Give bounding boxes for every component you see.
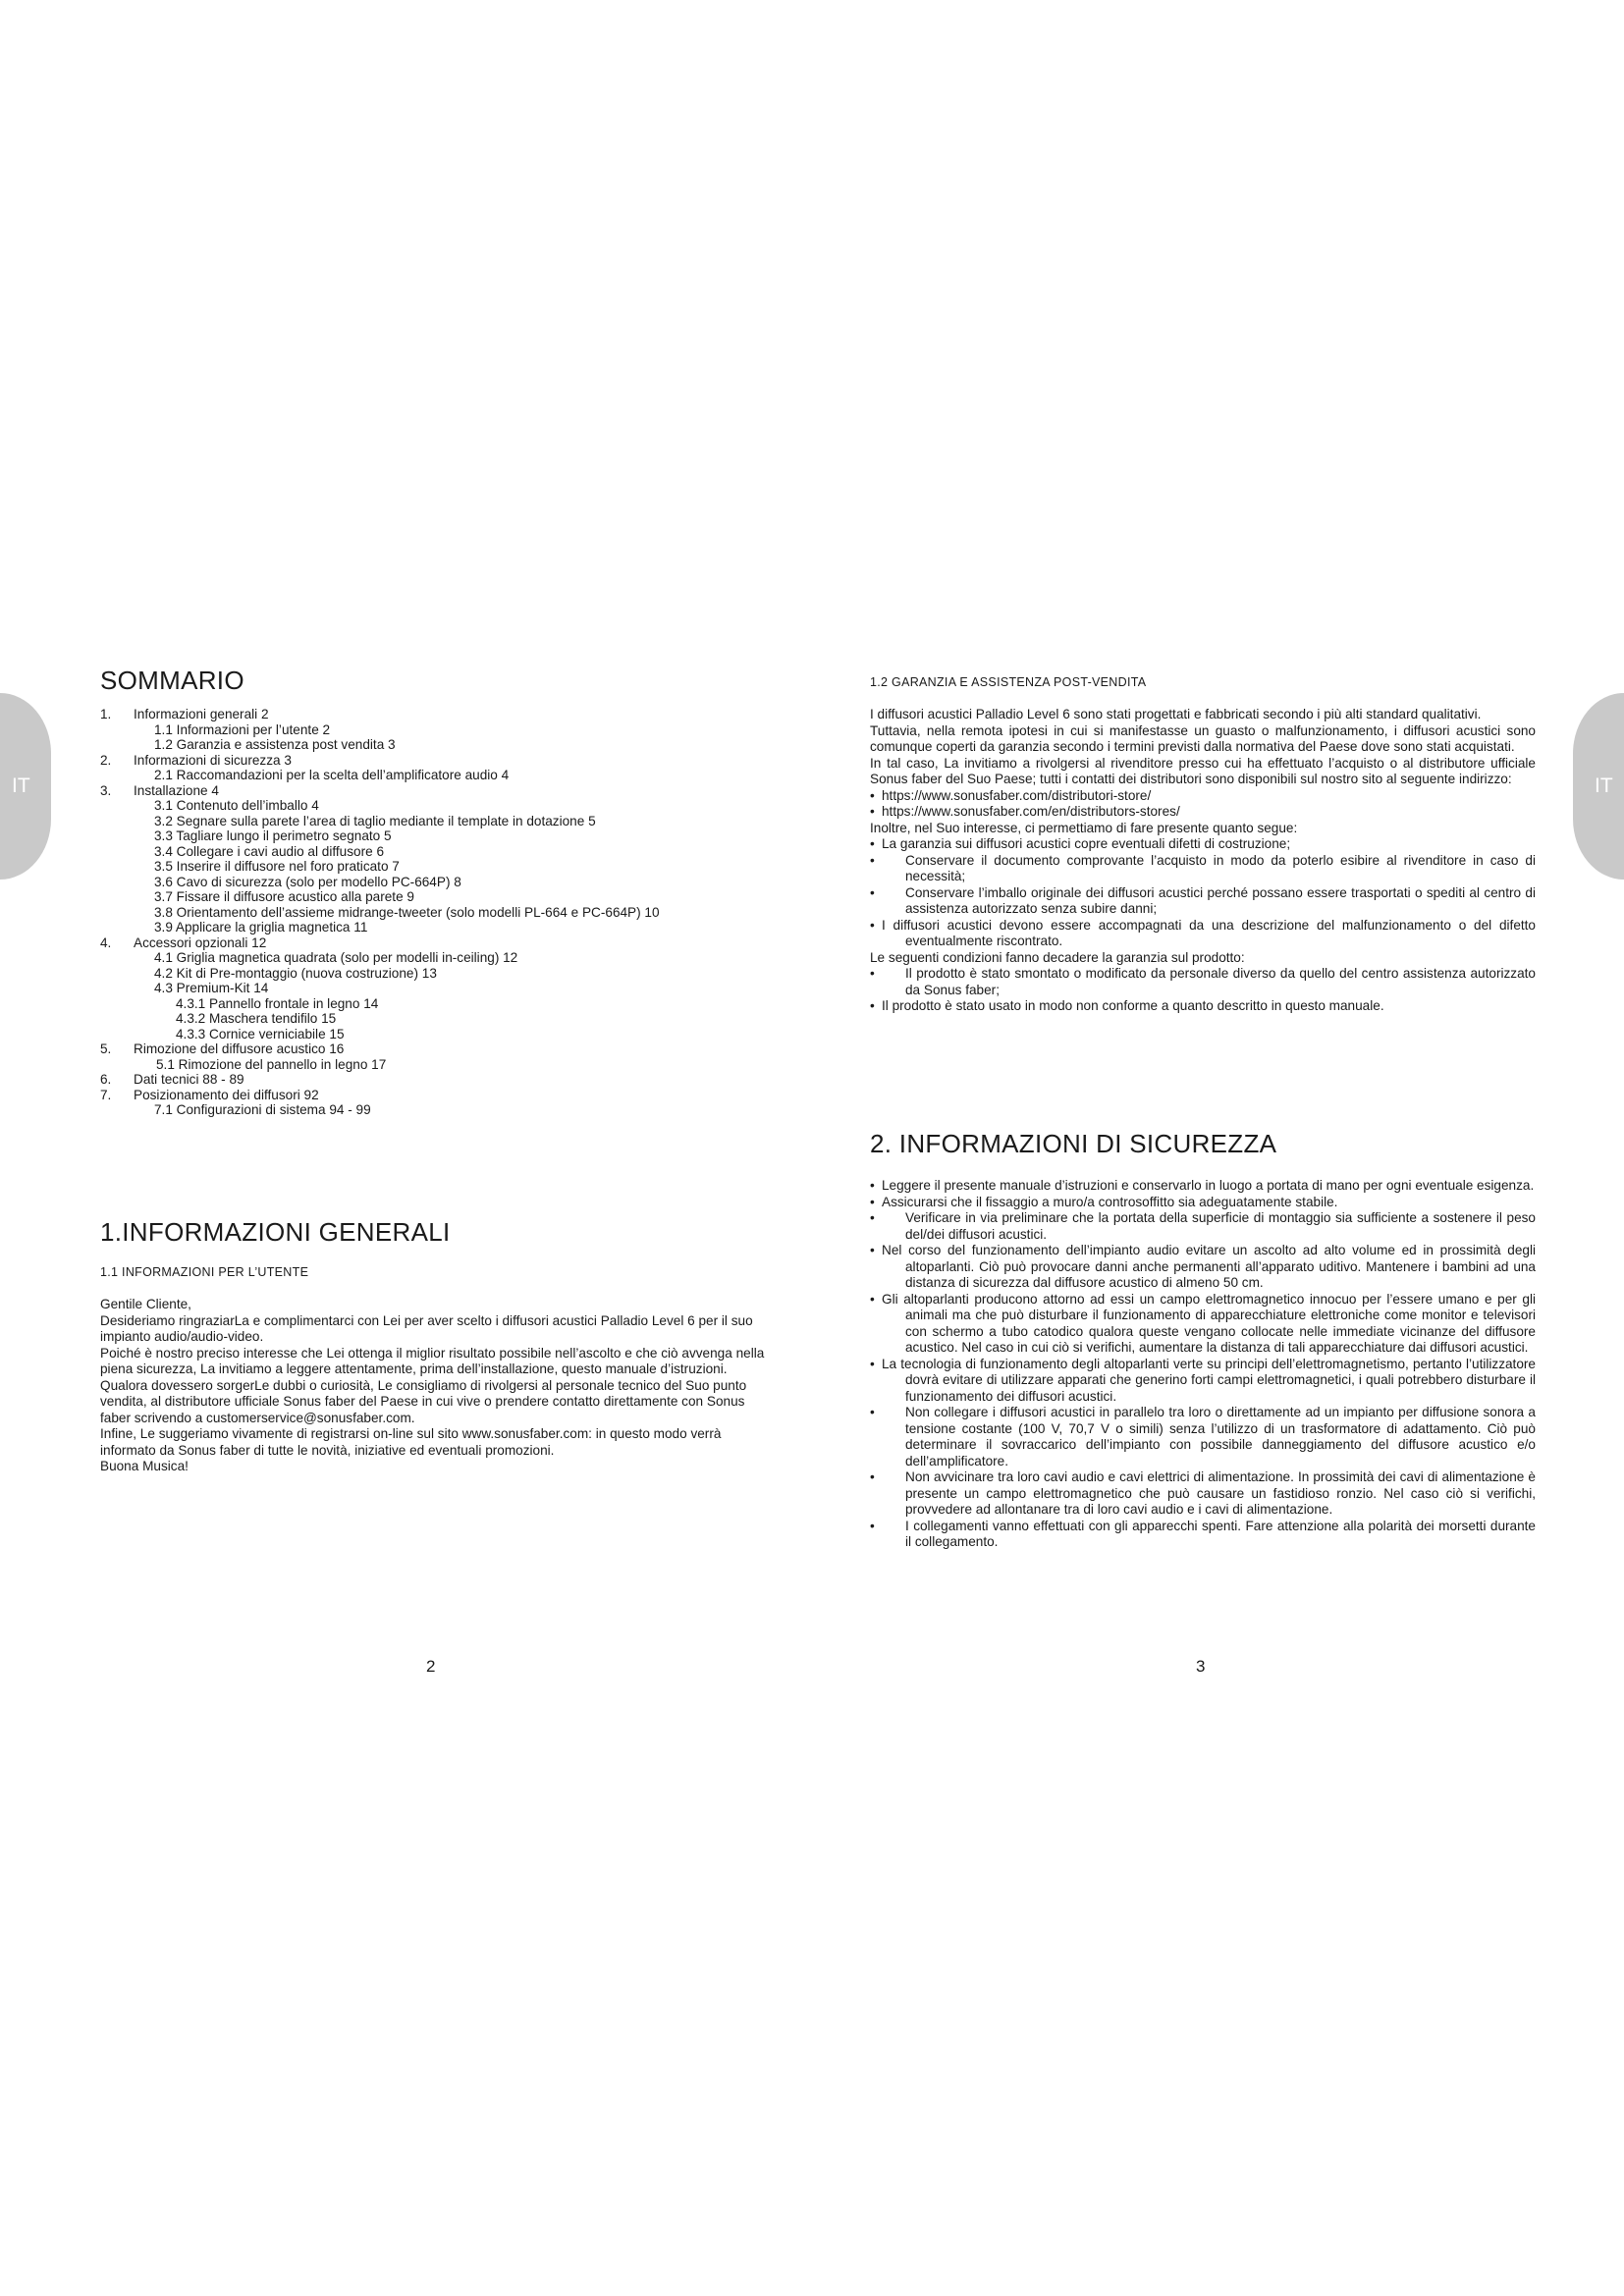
- toc-entry: [100, 859, 768, 875]
- toc-entry-text: 3.4 Collegare i cavi audio al diffusore 6: [154, 843, 385, 859]
- bullet-dot: •: [870, 1243, 875, 1257]
- link-item: [870, 788, 1536, 805]
- toc-entry: [100, 1011, 768, 1027]
- bullet-text: Assicurarsi che il fissaggio a muro/a controsoffitto sia adeguatamente stabile.: [882, 1194, 1338, 1209]
- toc-entry: [100, 798, 768, 814]
- warranty-body: [870, 707, 1536, 1015]
- bullet-dot: •: [870, 1356, 875, 1371]
- bullet-dot: •: [870, 884, 875, 900]
- toc-entry-text: Dati tecnici 88 - 89: [134, 1072, 244, 1087]
- bullet-item: [870, 998, 1536, 1015]
- toc-entry: [100, 1102, 768, 1118]
- bullet-text: Conservare l’imballo originale dei diffusori acustici perché possano essere trasportati o spediti al centro di assistenza autorizzato senza subire danni;: [905, 884, 1536, 916]
- toc-entry-text: 4.3.2 Maschera tendifilo 15: [176, 1011, 337, 1026]
- bullet-text: Verificare in via preliminare che la portata della superficie di montaggio sia sufficiente a sostenere il peso del/dei diffusori acustici.: [905, 1210, 1536, 1242]
- bullet-item: [870, 1195, 1536, 1211]
- bullet-dot: •: [870, 787, 875, 803]
- bullet-dot: •: [870, 917, 875, 933]
- bullet-item: [870, 1292, 1536, 1357]
- toc-entry: [100, 722, 768, 738]
- bullet-dot: •: [870, 836, 875, 851]
- toc-entry: [100, 920, 768, 935]
- page-number-left: 2: [426, 1657, 436, 1676]
- bullet-text: Il prodotto è stato smontato o modificato da personale diverso da quello del centro assistenza autorizzato da Sonus faber;: [905, 966, 1536, 997]
- link-item: [870, 804, 1536, 821]
- toc-entry: [100, 707, 768, 722]
- bullet-item: [870, 1405, 1536, 1469]
- toc-entry-text: Installazione 4: [134, 782, 219, 798]
- toc-entry-text: 4.2 Kit di Pre-montaggio (nuova costruzione) 13: [154, 965, 437, 981]
- paragraph: Gentile Cliente,: [100, 1297, 191, 1311]
- toc-entry-text: Rimozione del diffusore acustico 16: [134, 1041, 345, 1056]
- toc-entry-text: 4.1 Griglia magnetica quadrata (solo per modelli in-ceiling) 12: [154, 950, 518, 965]
- section1-subtitle: 1.1 INFORMAZIONI PER L’UTENTE: [100, 1265, 309, 1279]
- toc-entry-text: 2.1 Raccomandazioni per la scelta dell’amplificatore audio 4: [154, 768, 510, 782]
- bullet-text: Non collegare i diffusori acustici in parallelo tra loro o direttamente ad un impianto per diffusione sonora a tensione costante (100 V, 70,7 V o simili) senza l’utilizzo di un trasformatore di adattamento. Ciò può determinare il sovraccarico dell’impianto con possibile danneggiamento del diffusore acustico e/o dell’amplificatore.: [905, 1405, 1536, 1468]
- bullet-text: Conservare il documento comprovante l’acquisto in modo da poterlo esibire al rivenditore in caso di necessità;: [905, 852, 1536, 883]
- paragraph: Qualora dovessero sorgerLe dubbi o curiosità, Le consigliamo di rivolgersi al personale tecnico del Suo punto vendita, al distributore ufficiale Sonus faber del Paese in cui vive o prendere contatto direttamente con Sonus faber scrivendo a customerservice@sonusfaber.com.: [100, 1377, 747, 1425]
- paragraph: Buona Musica!: [100, 1459, 189, 1473]
- bullet-dot: •: [870, 966, 875, 981]
- toc-entry-text: Informazioni di sicurezza 3: [134, 752, 292, 768]
- bullet-dot: •: [870, 852, 875, 868]
- bullet-item: [870, 1519, 1536, 1551]
- bullet-item: [870, 918, 1536, 950]
- section1-title: 1.INFORMAZIONI GENERALI: [100, 1217, 451, 1247]
- bullet-item: [870, 966, 1536, 998]
- toc-title: SOMMARIO: [100, 666, 244, 695]
- toc-entry: [100, 996, 768, 1012]
- toc-entry-text: 3.9 Applicare la griglia magnetica 11: [154, 920, 368, 934]
- toc-entry: [100, 737, 768, 753]
- link-text: https://www.sonusfaber.com/en/distributors-stores/: [882, 804, 1180, 819]
- bullet-dot: •: [870, 1469, 875, 1484]
- bullet-text: Il prodotto è stato usato in modo non conforme a quanto descritto in questo manuale.: [882, 998, 1384, 1013]
- toc-entry: [100, 1057, 768, 1073]
- table-of-contents: [100, 707, 768, 1118]
- toc-entry-number: 4.: [100, 934, 112, 950]
- bullet-dot: •: [870, 1405, 875, 1419]
- bullet-text: La tecnologia di funzionamento degli altoparlanti verte su principi dell’elettromagnetismo, pertanto l’utilizzatore dovrà evitare di utilizzare apparati che generino forti campi elettromagnetici, i quali potrebbero disturbare il funzionamento dei diffusori acustici.: [882, 1356, 1536, 1404]
- toc-entry-text: Accessori opzionali 12: [134, 934, 267, 950]
- toc-entry: [100, 1072, 768, 1088]
- bullet-text: I diffusori acustici devono essere accompagnati da una descrizione del malfunzionamento o del difetto eventualmente riscontrato.: [882, 917, 1536, 948]
- toc-entry: [100, 844, 768, 860]
- toc-entry: [100, 966, 768, 982]
- bullet-text: La garanzia sui diffusori acustici copre eventuali difetti di costruzione;: [882, 836, 1291, 851]
- link-text: https://www.sonusfaber.com/distributori-store/: [882, 787, 1152, 803]
- bullet-text: I collegamenti vanno effettuati con gli apparecchi spenti. Fare attenzione alla polarità dei morsetti durante il collegamento.: [905, 1518, 1536, 1549]
- toc-entry-number: 5.: [100, 1041, 112, 1056]
- toc-entry: [100, 905, 768, 921]
- bullet-dot: •: [870, 1178, 875, 1193]
- toc-entry-text: 3.2 Segnare sulla parete l’area di taglio mediante il template in dotazione 5: [154, 813, 596, 828]
- bullet-dot: •: [870, 1518, 875, 1533]
- toc-entry-text: 3.6 Cavo di sicurezza (solo per modello PC-664P) 8: [154, 874, 461, 889]
- toc-entry: [100, 1027, 768, 1042]
- bullet-text: Non avvicinare tra loro cavi audio e cavi elettrici di alimentazione. In prossimità dei cavi di alimentazione è presente un campo elettromagnetico che può causare un fastidioso ronzio. Nel caso ciò si verifichi, provvedere ad allontanare tra di loro cavi audio e i cavi di alimentazione.: [905, 1469, 1536, 1517]
- paragraph: Poiché è nostro preciso interesse che Lei ottenga il miglior risultato possibile nell’ascolto e che ciò avvenga nella piena sicurezza, La invitiamo a leggere attentamente, prima dell’installazione, questo manuale d’istruzioni.: [100, 1345, 765, 1376]
- toc-entry: [100, 783, 768, 799]
- bullet-item: [870, 853, 1536, 885]
- paragraph: Infine, Le suggeriamo vivamente di registrarsi on-line sul sito www.sonusfaber.com: in questo modo verrà informato da Sonus faber di tutte le novità, iniziative ed eventuali promozioni.: [100, 1426, 722, 1458]
- toc-entry-text: 3.3 Tagliare lungo il perimetro segnato 5: [154, 828, 392, 843]
- section2-title: 2. INFORMAZIONI DI SICUREZZA: [870, 1129, 1277, 1158]
- toc-entry-number: 3.: [100, 782, 112, 798]
- toc-entry-text: 1.1 Informazioni per l’utente 2: [154, 721, 331, 737]
- bullet-text: Leggere il presente manuale d’istruzioni e conservarlo in luogo a portata di mano per ogni eventuale esigenza.: [882, 1178, 1535, 1193]
- bullet-dot: •: [870, 998, 875, 1013]
- bullet-dot: •: [870, 804, 875, 819]
- toc-entry-text: 7.1 Configurazioni di sistema 94 - 99: [154, 1102, 371, 1117]
- bullet-text: Gli altoparlanti producono attorno ad essi un campo elettromagnetico innocuo per l’essere umano e per gli animali ma che può disturbare il funzionamento di apparecchiature elettroniche come monitor e televisori con schermo a tubo catodico qualora queste vengano collocate nelle immediate vicinanze del diffusore acustico. Nel caso in cui ciò si verifichi, aumentare la distanza di tali apparecchiature dai diffusori acustici.: [882, 1291, 1536, 1355]
- toc-entry-text: 5.1 Rimozione del pannello in legno 17: [156, 1056, 387, 1072]
- bullet-dot: •: [870, 1194, 875, 1209]
- toc-entry: [100, 889, 768, 905]
- paragraph: In tal caso, La invitiamo a rivolgersi al rivenditore presso cui ha effettuato l’acquisto o al distributore ufficiale Sonus faber del Suo Paese; tutti i contatti dei distributori sono disponibili sul nostro sito al seguente indirizzo:: [870, 755, 1536, 786]
- toc-entry-text: 4.3.1 Pannello frontale in legno 14: [176, 995, 379, 1011]
- paragraph: I diffusori acustici Palladio Level 6 sono stati progettati e fabbricati secondo i più alti standard qualitativi.: [870, 707, 1482, 721]
- section1: [100, 1217, 768, 1475]
- toc-entry: [100, 981, 768, 996]
- toc-entry: [100, 828, 768, 844]
- toc-entry-text: 4.3 Premium-Kit 14: [154, 981, 269, 995]
- warranty-title: 1.2 GARANZIA E ASSISTENZA POST-VENDITA: [870, 675, 1147, 689]
- toc-entry: [100, 950, 768, 966]
- paragraph: Inoltre, nel Suo interesse, ci permettiamo di fare presente quanto segue:: [870, 820, 1298, 835]
- toc-entry-number: 2.: [100, 752, 112, 768]
- toc-entry: [100, 753, 768, 769]
- toc-entry-text: 3.7 Fissare il diffusore acustico alla parete 9: [154, 889, 414, 904]
- toc-entry-text: Posizionamento dei diffusori 92: [134, 1087, 319, 1102]
- language-tab-right: IT: [1573, 693, 1624, 880]
- toc-entry-text: 3.8 Orientamento dell’assieme midrange-tweeter (solo modelli PL-664 e PC-664P) 10: [154, 904, 660, 920]
- toc-entry-text: 3.5 Inserire il diffusore nel foro praticato 7: [154, 859, 400, 874]
- bullet-dot: •: [870, 1291, 875, 1307]
- bullet-item: [870, 1357, 1536, 1406]
- toc-entry-text: 1.2 Garanzia e assistenza post vendita 3: [154, 737, 396, 752]
- bullet-text: Nel corso del funzionamento dell’impianto audio evitare un ascolto ad alto volume ed in prossimità degli altoparlanti. Ciò può provocare danni anche permanenti all’apparato uditivo. Mantenere i bambini ad una distanza di sicurezza dal diffusore acustico di almeno 50 cm.: [882, 1243, 1536, 1290]
- section1-body: [100, 1297, 768, 1475]
- bullet-dot: •: [870, 1210, 875, 1225]
- toc-entry-number: 7.: [100, 1087, 112, 1102]
- toc-entry-number: 6.: [100, 1072, 112, 1087]
- safety-list: [870, 1178, 1536, 1551]
- bullet-item: [870, 885, 1536, 918]
- bullet-item: [870, 1210, 1536, 1243]
- toc-entry: [100, 935, 768, 951]
- toc-entry-text: 3.1 Contenuto dell’imballo 4: [154, 798, 319, 813]
- toc-entry: [100, 814, 768, 829]
- paragraph: Tuttavia, nella remota ipotesi in cui si manifestasse un guasto o malfunzionamento, i diffusori acustici sono comunque coperti da garanzia secondo i termini previsti dalla normativa del Paese dove sono stati acquistati.: [870, 722, 1536, 754]
- page-number-right: 3: [1196, 1657, 1206, 1676]
- language-tab-left: IT: [0, 693, 51, 880]
- bullet-item: [870, 1243, 1536, 1292]
- toc-entry: [100, 1088, 768, 1103]
- toc-entry-text: 4.3.3 Cornice verniciabile 15: [176, 1026, 345, 1041]
- bullet-item: [870, 1178, 1536, 1195]
- toc-entry-text: Informazioni generali 2: [134, 707, 269, 721]
- paragraph: Le seguenti condizioni fanno decadere la garanzia sul prodotto:: [870, 949, 1245, 965]
- toc-entry-number: 1.: [100, 707, 112, 721]
- toc-entry: [100, 768, 768, 783]
- bullet-item: [870, 836, 1536, 853]
- toc-entry: [100, 1041, 768, 1057]
- paragraph: Desideriamo ringraziarLa e complimentarci con Lei per aver scelto i diffusori acustici Palladio Level 6 per il suo impianto audio/audio-video.: [100, 1312, 753, 1344]
- bullet-item: [870, 1469, 1536, 1519]
- toc-entry: [100, 875, 768, 890]
